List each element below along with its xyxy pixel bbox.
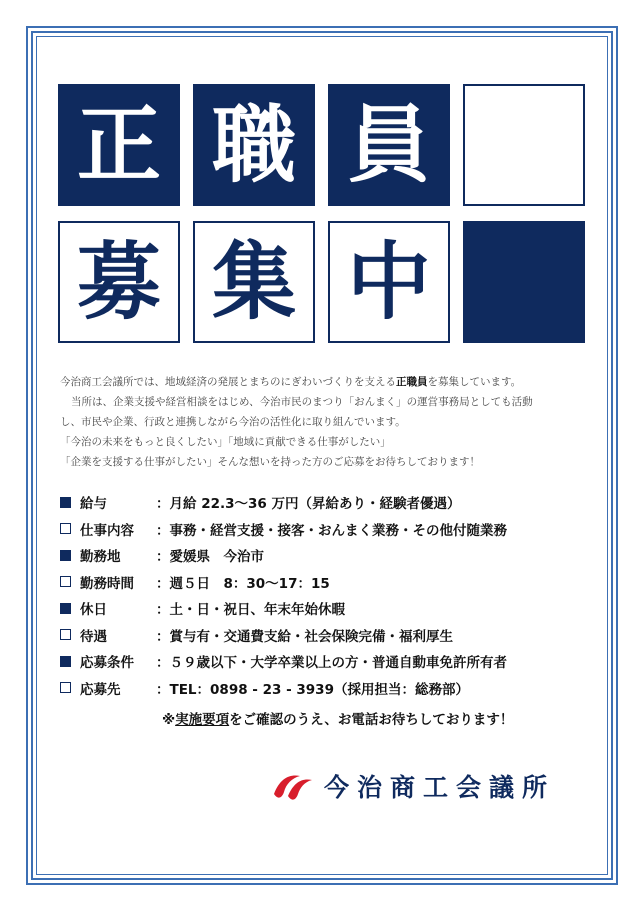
- headline-tile-3: [328, 84, 450, 206]
- headline-tile-4: [58, 221, 180, 343]
- headline-tile-5: [193, 221, 315, 343]
- detail-label: 休日: [80, 602, 107, 619]
- detail-value: ：賞与有・交通費支給・社会保険完備・福利厚生: [156, 628, 453, 645]
- square-outline-icon: [60, 523, 71, 534]
- detail-value: ：愛媛県 今治市: [156, 549, 264, 566]
- intro-text-segment: 今治商工会議所では、地域経済の発展とまちのにぎわいづくりを支える: [60, 376, 396, 388]
- detail-label: 勤務地: [80, 549, 121, 566]
- headline-char: 募: [76, 233, 161, 331]
- detail-row-salary: [60, 489, 600, 516]
- closing-note: [162, 708, 513, 728]
- square-filled-icon: [60, 550, 71, 561]
- intro-text-segment: を募集しています。: [427, 376, 522, 388]
- detail-label: 待遇: [80, 628, 107, 645]
- intro-line-2: 当所は、企業支援や経営相談をはじめ、今治市民のまつり「おんまく」の運営事務局としても活動: [71, 396, 533, 408]
- headline-tile-1: [58, 84, 180, 206]
- headline-char: 中: [346, 233, 431, 331]
- intro-highlight: 正職員: [396, 376, 428, 388]
- organization-name: 今治商工会議所: [324, 773, 556, 802]
- organization-logo: [270, 766, 555, 806]
- chamber-logo-icon: [270, 768, 314, 804]
- intro-text: [60, 372, 590, 472]
- detail-label: 応募条件: [80, 655, 134, 672]
- job-details-list: [60, 489, 600, 701]
- detail-row-holidays: [60, 595, 600, 622]
- guidelines-link[interactable]: 実施要項: [175, 712, 230, 728]
- headline-char: 職: [211, 96, 296, 194]
- headline-tile-2: [193, 84, 315, 206]
- square-filled-icon: [60, 656, 71, 667]
- square-outline-icon: [60, 576, 71, 587]
- detail-label: 給与: [80, 496, 107, 513]
- detail-label: 応募先: [80, 681, 121, 698]
- detail-value: ：土・日・祝日、年末年始休暇: [156, 602, 345, 619]
- detail-row-contact: [60, 675, 600, 702]
- headline-char: 集: [211, 233, 296, 331]
- detail-row-location: [60, 542, 600, 569]
- note-text: をご確認のうえ、お電話お待ちしております！: [229, 712, 514, 728]
- detail-value: ：事務・経営支援・接客・おんまく業務・その他付随業務: [156, 522, 507, 539]
- intro-line-4: 「今治の未来をもっと良くしたい」「地域に貢献できる仕事がしたい」: [60, 436, 391, 448]
- square-outline-icon: [60, 629, 71, 640]
- detail-label: 仕事内容: [80, 522, 134, 539]
- decorative-tile-navy: [463, 221, 585, 343]
- square-filled-icon: [60, 497, 71, 508]
- intro-line-5: 「企業を支援する仕事がしたい」そんな想いを持った方のご応募をお待ちしております！: [60, 456, 480, 468]
- detail-row-benefits: [60, 622, 600, 649]
- headline-tile-6: [328, 221, 450, 343]
- detail-row-hours: [60, 569, 600, 596]
- detail-value: ：月給 22.3～36 万円（昇給あり・経験者優遇）: [156, 496, 461, 513]
- detail-row-work: [60, 516, 600, 543]
- intro-line-1: [60, 372, 590, 392]
- square-filled-icon: [60, 603, 71, 614]
- intro-line-3: し、市民や企業、行政と連携しながら今治の活性化に取り組んでいます。: [60, 416, 406, 428]
- headline-char: 員: [346, 96, 431, 194]
- decorative-tile-white: [463, 84, 585, 206]
- detail-label: 勤務時間: [80, 575, 134, 592]
- headline-char: 正: [76, 96, 161, 194]
- detail-value: ：週５日 8：30～17：15: [156, 575, 330, 592]
- note-prefix: ※: [162, 712, 176, 728]
- detail-value: ：TEL：0898 - 23 - 3939（採用担当：総務部）: [156, 681, 469, 698]
- detail-value: ：５９歳以下・大学卒業以上の方・普通自動車免許所有者: [156, 655, 507, 672]
- detail-row-requirements: [60, 648, 600, 675]
- square-outline-icon: [60, 682, 71, 693]
